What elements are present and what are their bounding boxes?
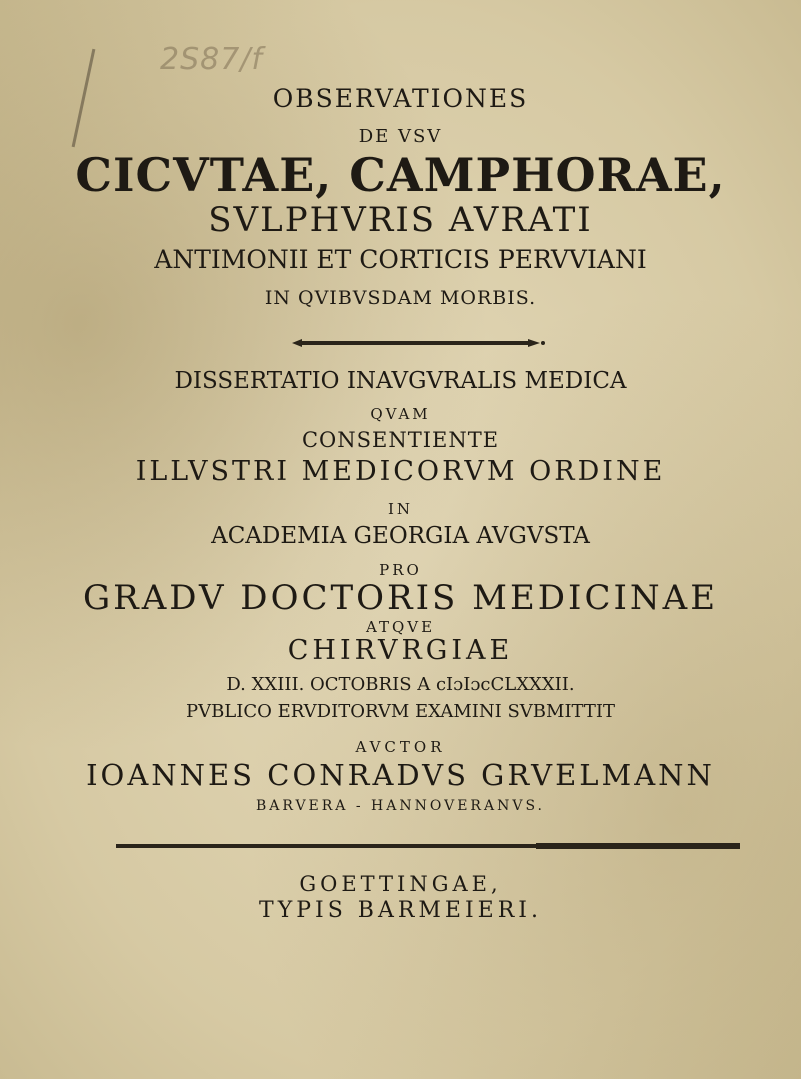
text-avctor: AVCTOR [355, 738, 446, 756]
title-antimonii-corticis: ANTIMONII ET CORTICIS PERVVIANI [154, 245, 647, 274]
thick-rule [116, 842, 740, 850]
text-atqve: ATQVE [365, 618, 436, 636]
text-pvblico-examini: PVBLICO ERVDITORVM EXAMINI SVBMITTIT [185, 701, 616, 722]
text-pro: PRO [379, 561, 422, 579]
ornamental-rule-top [292, 336, 546, 350]
text-academia-georgia-avgvsta: ACADEMIA GEORGIA AVGVSTA [211, 523, 590, 549]
title-observationes: OBSERVATIONES [272, 84, 529, 113]
text-illvstri-ordine: ILLVSTRI MEDICORVM ORDINE [135, 456, 666, 487]
imprint-city: GOETTINGAE, [299, 872, 502, 896]
text-gradv-doctoris-medicinae: GRADV DOCTORIS MEDICINAE [82, 578, 719, 618]
author-name: IOANNES CONRADVS GRVELMANN [86, 758, 715, 792]
title-cicvtae-camphorae: CICVTAE, CAMPHORAE, [75, 148, 726, 202]
handwritten-shelfmark: 2S87/f [160, 42, 263, 77]
imprint-printer: TYPIS BARMEIERI. [259, 898, 542, 923]
author-origin: BARVERA - HANNOVERANVS. [256, 798, 545, 814]
title-in-qvibvsdam-morbis: IN QVIBVSDAM MORBIS. [264, 287, 537, 309]
title-de-vsv: DE VSV [358, 126, 443, 147]
dissertatio-inavgvralis: DISSERTATIO INAVGVRALIS MEDICA [174, 368, 627, 394]
text-chirvrgiae: CHIRVRGIAE [287, 635, 514, 666]
text-date: D. XXIII. OCTOBRIS A cIɔIɔcCLXXXII. [226, 674, 575, 695]
text-consentiente: CONSENTIENTE [301, 428, 500, 452]
text-qvam: QVAM [370, 405, 431, 423]
text-in: IN [387, 500, 414, 518]
title-svlphvris-avrati: SVLPHVRIS AVRATI [208, 200, 593, 240]
